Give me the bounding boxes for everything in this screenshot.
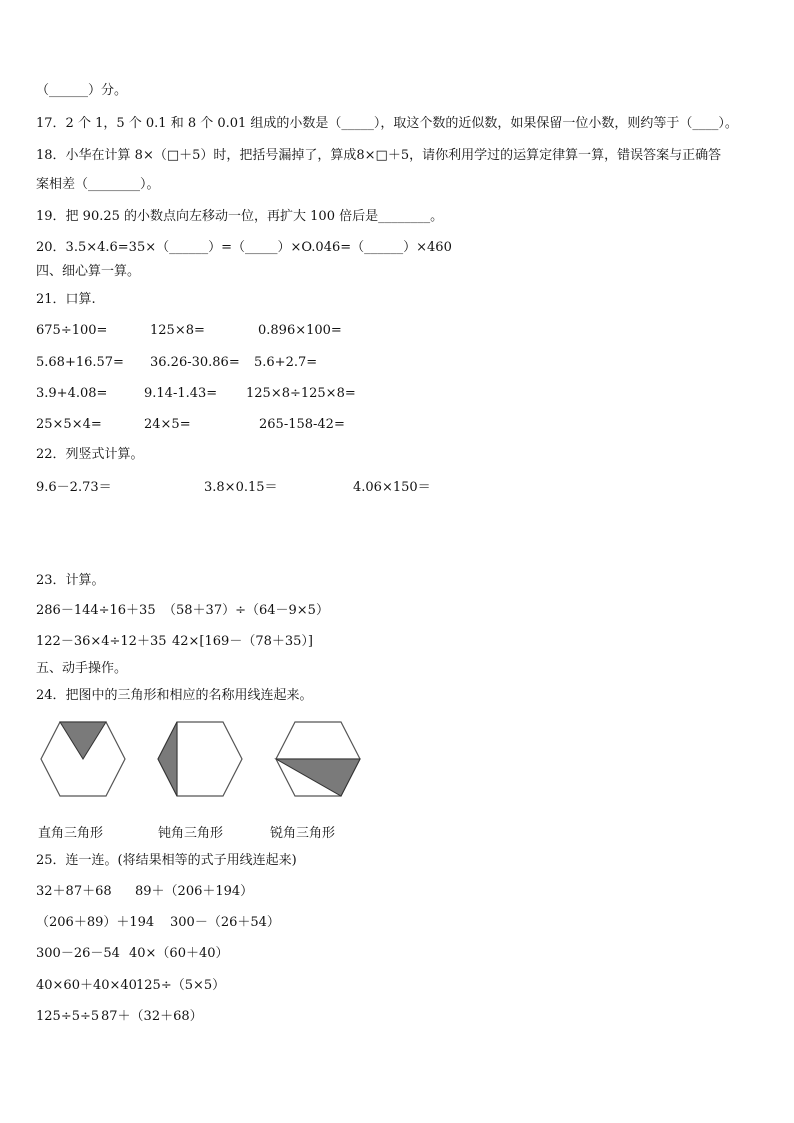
q21-r3-c3: 125×8÷125×8= xyxy=(246,386,356,401)
q21-r2-c2: 36.26-30.86= xyxy=(150,355,240,370)
q22-item-3: 4.06×150＝ xyxy=(353,480,431,495)
q22-item-2: 3.8×0.15＝ xyxy=(204,480,278,495)
section-5-heading: 五、动手操作。 xyxy=(36,661,128,676)
q25-right-3: 40×（60＋40） xyxy=(129,946,229,961)
q21-r4-c2: 24×5= xyxy=(144,417,191,432)
q21-r1-c2: 125×8= xyxy=(150,323,205,338)
question-18-line2: 案相差（________）。 xyxy=(36,177,160,192)
q25-right-2: 300－（26＋54） xyxy=(170,915,280,930)
question-25-title: 25．连一连。(将结果相等的式子用线连起来) xyxy=(36,853,297,868)
q21-r4-c3: 265-158-42= xyxy=(259,417,345,432)
q23-r1-c2: （58＋37）÷（64－9×5） xyxy=(163,603,329,618)
question-21-title: 21．口算. xyxy=(36,292,96,307)
hexagon-acute-triangle-figure xyxy=(273,719,363,799)
question-22-title: 22．列竖式计算。 xyxy=(36,447,144,462)
q25-left-1: 32＋87＋68 xyxy=(36,884,112,899)
q21-r2-c3: 5.6+2.7= xyxy=(254,355,318,370)
q21-r3-c2: 9.14-1.43= xyxy=(144,386,218,401)
q23-r2-c1: 122－36×4÷12＋35 xyxy=(36,634,167,649)
question-17: 17．2 个 1，5 个 0.1 和 8 个 0.01 组成的小数是（_____），取这个数的近似数，如果保留一位小数，则约等于（____）。 xyxy=(36,116,738,131)
q23-r2-c2: 42×[169－（78＋35）] xyxy=(172,634,313,649)
q21-r4-c1: 25×5×4= xyxy=(36,417,102,432)
label-right-triangle: 直角三角形 xyxy=(38,826,104,841)
q25-left-5: 125÷5÷5 xyxy=(36,1009,100,1024)
hexagon-obtuse-triangle-figure xyxy=(155,719,245,799)
hexagon-right-triangle-figure xyxy=(38,719,128,799)
question-24-title: 24．把图中的三角形和相应的名称用线连起来。 xyxy=(36,688,313,703)
q21-r1-c3: 0.896×100= xyxy=(258,323,342,338)
question-20: 20．3.5×4.6=35×（______）=（_____）×O.046=（______）×460 xyxy=(36,240,452,255)
q21-r3-c1: 3.9+4.08= xyxy=(36,386,108,401)
q16-tail: （______）分。 xyxy=(36,83,128,98)
q25-left-4: 40×60＋40×40 xyxy=(36,978,137,993)
q21-r1-c1: 675÷100= xyxy=(36,323,108,338)
question-19: 19．把 90.25 的小数点向左移动一位，再扩大 100 倍后是________。 xyxy=(36,209,444,224)
q23-r1-c1: 286－144÷16＋35 xyxy=(36,603,156,618)
label-acute-triangle: 锐角三角形 xyxy=(270,826,336,841)
q21-r2-c1: 5.68+16.57= xyxy=(36,355,124,370)
q25-right-5: 87＋（32＋68） xyxy=(101,1009,203,1024)
q22-item-1: 9.6－2.73＝ xyxy=(36,480,112,495)
section-4-heading: 四、细心算一算。 xyxy=(36,264,141,279)
q25-left-3: 300－26－54 xyxy=(36,946,120,961)
q25-right-4: 125÷（5×5） xyxy=(136,978,226,993)
question-18-line1: 18．小华在计算 8×（□＋5）时，把括号漏掉了，算成8×□＋5，请你利用学过的运算定律算一算，错误答案与正确答 xyxy=(36,148,722,163)
q25-right-1: 89＋（206＋194） xyxy=(135,884,254,899)
label-obtuse-triangle: 钝角三角形 xyxy=(158,826,224,841)
q25-left-2: （206＋89）＋194 xyxy=(36,915,155,930)
question-23-title: 23．计算。 xyxy=(36,573,105,588)
